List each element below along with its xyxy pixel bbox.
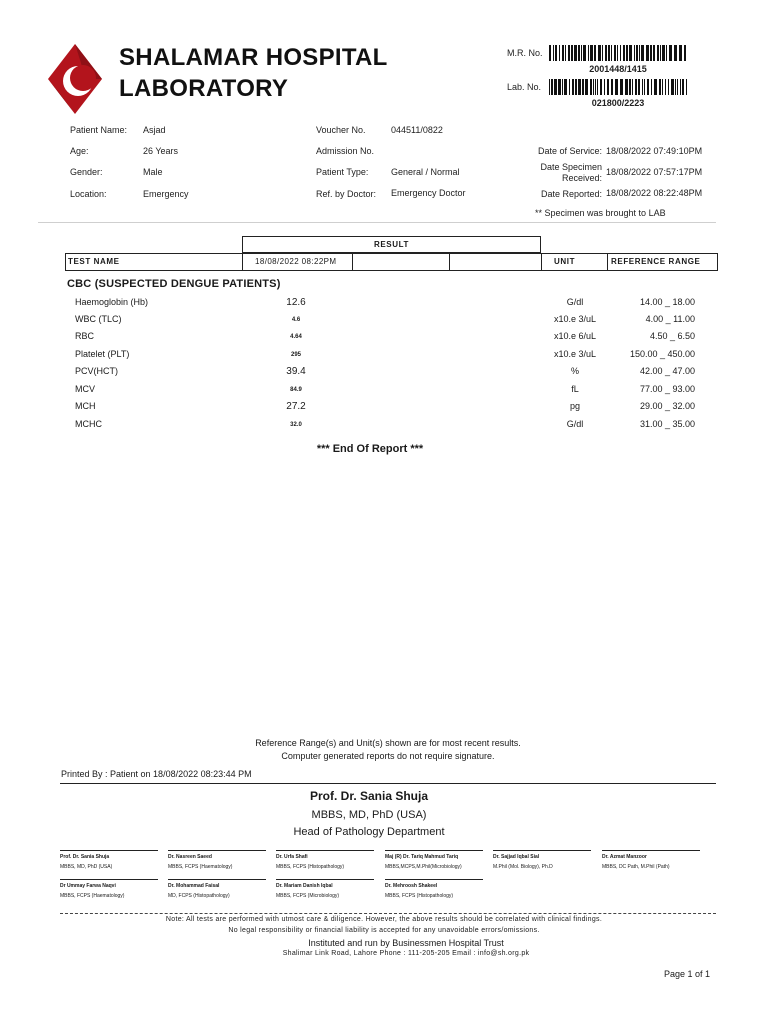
test-unit: x10.e 3/uL	[553, 314, 597, 324]
doctor-name: Dr Ummay Farwa Naqvi	[60, 883, 116, 889]
disclaimer-line2: No legal responsibility or financial liability is accepted for any unavoidable errors/omissions.	[228, 927, 540, 934]
date-received-value: 18/08/2022 07:57:17PM	[606, 167, 703, 177]
barcode-icon	[549, 79, 687, 95]
doctor-card	[276, 850, 374, 870]
column-divider	[607, 254, 608, 270]
computer-generated-note: Computer generated reports do not require signature.	[281, 751, 495, 761]
test-value: 12.6	[286, 297, 306, 308]
reference-range-note: Reference Range(s) and Unit(s) shown are for most recent results.	[255, 738, 521, 748]
reference-range: 77.00 _ 93.00	[639, 384, 695, 394]
doctor-name: Maj (R) Dr. Tariq Mahmud Tariq	[385, 854, 459, 860]
signature-line	[168, 850, 266, 851]
test-name-header: TEST NAME	[68, 257, 120, 266]
hospital-title	[119, 42, 388, 104]
signature-line	[276, 850, 374, 851]
doctor-card	[276, 879, 374, 899]
date-received-label	[520, 162, 602, 184]
test-value: 84.9	[290, 387, 302, 393]
patient-name-value: Asjad	[143, 125, 166, 135]
date-service-value: 18/08/2022 07:49:10PM	[606, 146, 703, 156]
signature-line	[276, 879, 374, 880]
doctor-card	[60, 879, 158, 899]
table-row	[0, 297, 768, 314]
test-unit: G/dl	[566, 297, 584, 307]
doctor-qualifications: MBBS, DC Path, M.Phil (Path)	[602, 864, 670, 870]
signature-line	[60, 850, 158, 851]
dashed-divider	[60, 913, 716, 914]
test-unit: pg	[569, 401, 580, 411]
test-unit: x10.e 6/uL	[553, 331, 597, 341]
table-row	[0, 331, 768, 348]
footer-divider	[60, 783, 716, 784]
table-row	[0, 314, 768, 331]
age-value: 26 Years	[143, 146, 179, 156]
result-date-header: 18/08/2022 08:22PM	[242, 254, 353, 270]
test-value: 4.64	[290, 334, 302, 340]
test-name: MCH	[75, 401, 96, 411]
reference-range: 4.00 _ 11.00	[645, 314, 695, 324]
divider	[38, 222, 716, 223]
mr-label: M.R. No.	[507, 48, 543, 58]
hospital-title-line1: SHALAMAR HOSPITAL	[119, 44, 388, 71]
doctor-qualifications: MBBS, FCPS (Haematology)	[168, 864, 233, 870]
test-unit: x10.e 3/uL	[553, 349, 597, 359]
doctor-card	[602, 850, 700, 870]
doctor-name: Dr. Azmat Manzoor	[602, 854, 647, 860]
signature-line	[493, 850, 591, 851]
reference-range: 150.00 _ 450.00	[629, 349, 695, 359]
test-unit: %	[570, 366, 579, 376]
admission-label: Admission No.	[316, 146, 375, 156]
test-unit: fL	[571, 384, 579, 394]
table-row	[0, 349, 768, 366]
date-service-label: Date of Service:	[537, 146, 602, 156]
location-value: Emergency	[143, 189, 189, 199]
section-title: CBC (SUSPECTED DENGUE PATIENTS)	[67, 278, 281, 290]
hospital-logo-icon	[46, 42, 104, 116]
lab-number: 021800/2223	[591, 98, 645, 108]
reference-range: 42.00 _ 47.00	[639, 366, 695, 376]
end-of-report: *** End Of Report ***	[316, 443, 424, 455]
reference-range: 4.50 _ 6.50	[649, 331, 695, 341]
doctor-card	[493, 850, 591, 870]
test-value: 32.0	[290, 422, 302, 428]
age-label: Age:	[70, 146, 89, 156]
test-value: 27.2	[286, 401, 306, 412]
signature-line	[168, 879, 266, 880]
doctor-card	[385, 879, 483, 899]
doctor-qualifications: MBBS, FCPS (Histopathology)	[276, 864, 345, 870]
test-value: 295	[290, 352, 301, 358]
signature-line	[60, 879, 158, 880]
specimen-note: ** Specimen was brought to LAB	[535, 208, 666, 218]
test-value: 39.4	[286, 366, 306, 377]
doctor-name: Dr. Nasreen Saeed	[168, 854, 212, 860]
hospital-title-line2: LABORATORY	[119, 75, 289, 102]
disclaimer-line1: Note: All tests are performed with utmost care & diligence. However, the above results should be correlated with clinical findings.	[165, 916, 603, 923]
signatory-name: Prof. Dr. Sania Shuja	[309, 789, 429, 803]
reference-range: 31.00 _ 35.00	[639, 419, 695, 429]
table-row	[0, 366, 768, 383]
reference-range-header: REFERENCE RANGE	[611, 257, 701, 266]
signature-line	[385, 850, 483, 851]
ref-doctor-value: Emergency Doctor	[391, 188, 466, 198]
test-name: MCHC	[75, 419, 102, 429]
date-received-label-line2: Received:	[561, 173, 602, 183]
mr-number: 2001448/1415	[589, 64, 647, 74]
signatory-title: Head of Pathology Department	[293, 826, 445, 838]
doctor-qualifications: MBBS, FCPS (Microbiology)	[276, 893, 340, 899]
gender-value: Male	[143, 167, 163, 177]
table-row	[0, 401, 768, 418]
test-value: 4.6	[291, 317, 301, 323]
test-name: RBC	[75, 331, 95, 341]
date-received-label-line1: Date Specimen	[540, 162, 602, 172]
doctor-qualifications: MBBS, MD, PhD (USA)	[60, 864, 113, 870]
lab-label: Lab. No.	[507, 82, 542, 92]
test-name: PCV(HCT)	[75, 366, 118, 376]
doctor-qualifications: MBBS, FCPS (Haematology)	[60, 893, 125, 899]
doctor-qualifications: MD, FCPS (Histopathology)	[168, 893, 230, 899]
doctor-qualifications: MBBS, FCPS (Histopathology)	[385, 893, 454, 899]
table-row	[0, 384, 768, 401]
doctor-qualifications: MBBS,MCPS,M.Phil(Microbiology)	[385, 864, 462, 870]
unit-header: UNIT	[554, 257, 576, 266]
test-name: Haemoglobin (Hb)	[75, 297, 149, 307]
address-line: Shalimar Link Road, Lahore Phone : 111-205-205 Email : info@sh.org.pk	[282, 950, 530, 957]
date-reported-label: Date Reported:	[540, 189, 602, 199]
reference-range: 14.00 _ 18.00	[639, 297, 695, 307]
printed-by: Printed By : Patient on 18/08/2022 08:23:44 PM	[61, 769, 252, 779]
doctor-qualifications: M.Phil (Mol. Biology), Ph.D	[493, 864, 553, 870]
signatory-qualifications: MBBS, MD, PhD (USA)	[311, 809, 427, 821]
doctor-name: Dr. Mehroosh Shakeel	[385, 883, 438, 889]
ref-doctor-label: Ref. by Doctor:	[316, 189, 377, 199]
doctor-name: Dr. Urfa Shafi	[276, 854, 308, 860]
signature-line	[602, 850, 700, 851]
doctor-card	[168, 850, 266, 870]
reference-range: 29.00 _ 32.00	[639, 401, 695, 411]
result-header: RESULT	[242, 236, 541, 253]
patient-name-label: Patient Name:	[70, 125, 128, 135]
doctor-card	[60, 850, 158, 870]
test-name: WBC (TLC)	[75, 314, 122, 324]
column-divider	[541, 254, 542, 270]
location-label: Location:	[70, 189, 107, 199]
voucher-value: 044511/0822	[391, 125, 443, 135]
doctor-card	[168, 879, 266, 899]
test-name: Platelet (PLT)	[75, 349, 130, 359]
test-unit: G/dl	[566, 419, 584, 429]
voucher-label: Voucher No.	[316, 125, 366, 135]
column-divider	[449, 254, 450, 270]
doctor-name: Dr. Mariam Danish Iqbal	[276, 883, 333, 889]
doctor-name: Dr. Sajjad Iqbal Sial	[493, 854, 540, 860]
test-name: MCV	[75, 384, 95, 394]
gender-label: Gender:	[70, 167, 103, 177]
table-header-row	[65, 253, 718, 271]
trust-line: Instituted and run by Businessmen Hospital Trust	[308, 938, 504, 948]
patient-type-value: General / Normal	[391, 167, 460, 177]
patient-type-label: Patient Type:	[316, 167, 369, 177]
doctor-card	[385, 850, 483, 870]
table-row	[0, 419, 768, 436]
page-number: Page 1 of 1	[664, 969, 711, 979]
doctor-name: Prof. Dr. Sania Shuja	[60, 854, 110, 860]
date-reported-value: 18/08/2022 08:22:48PM	[606, 188, 703, 198]
barcode-icon	[549, 45, 687, 61]
doctor-name: Dr. Mohammad Faisal	[168, 883, 220, 889]
signature-line	[385, 879, 483, 880]
